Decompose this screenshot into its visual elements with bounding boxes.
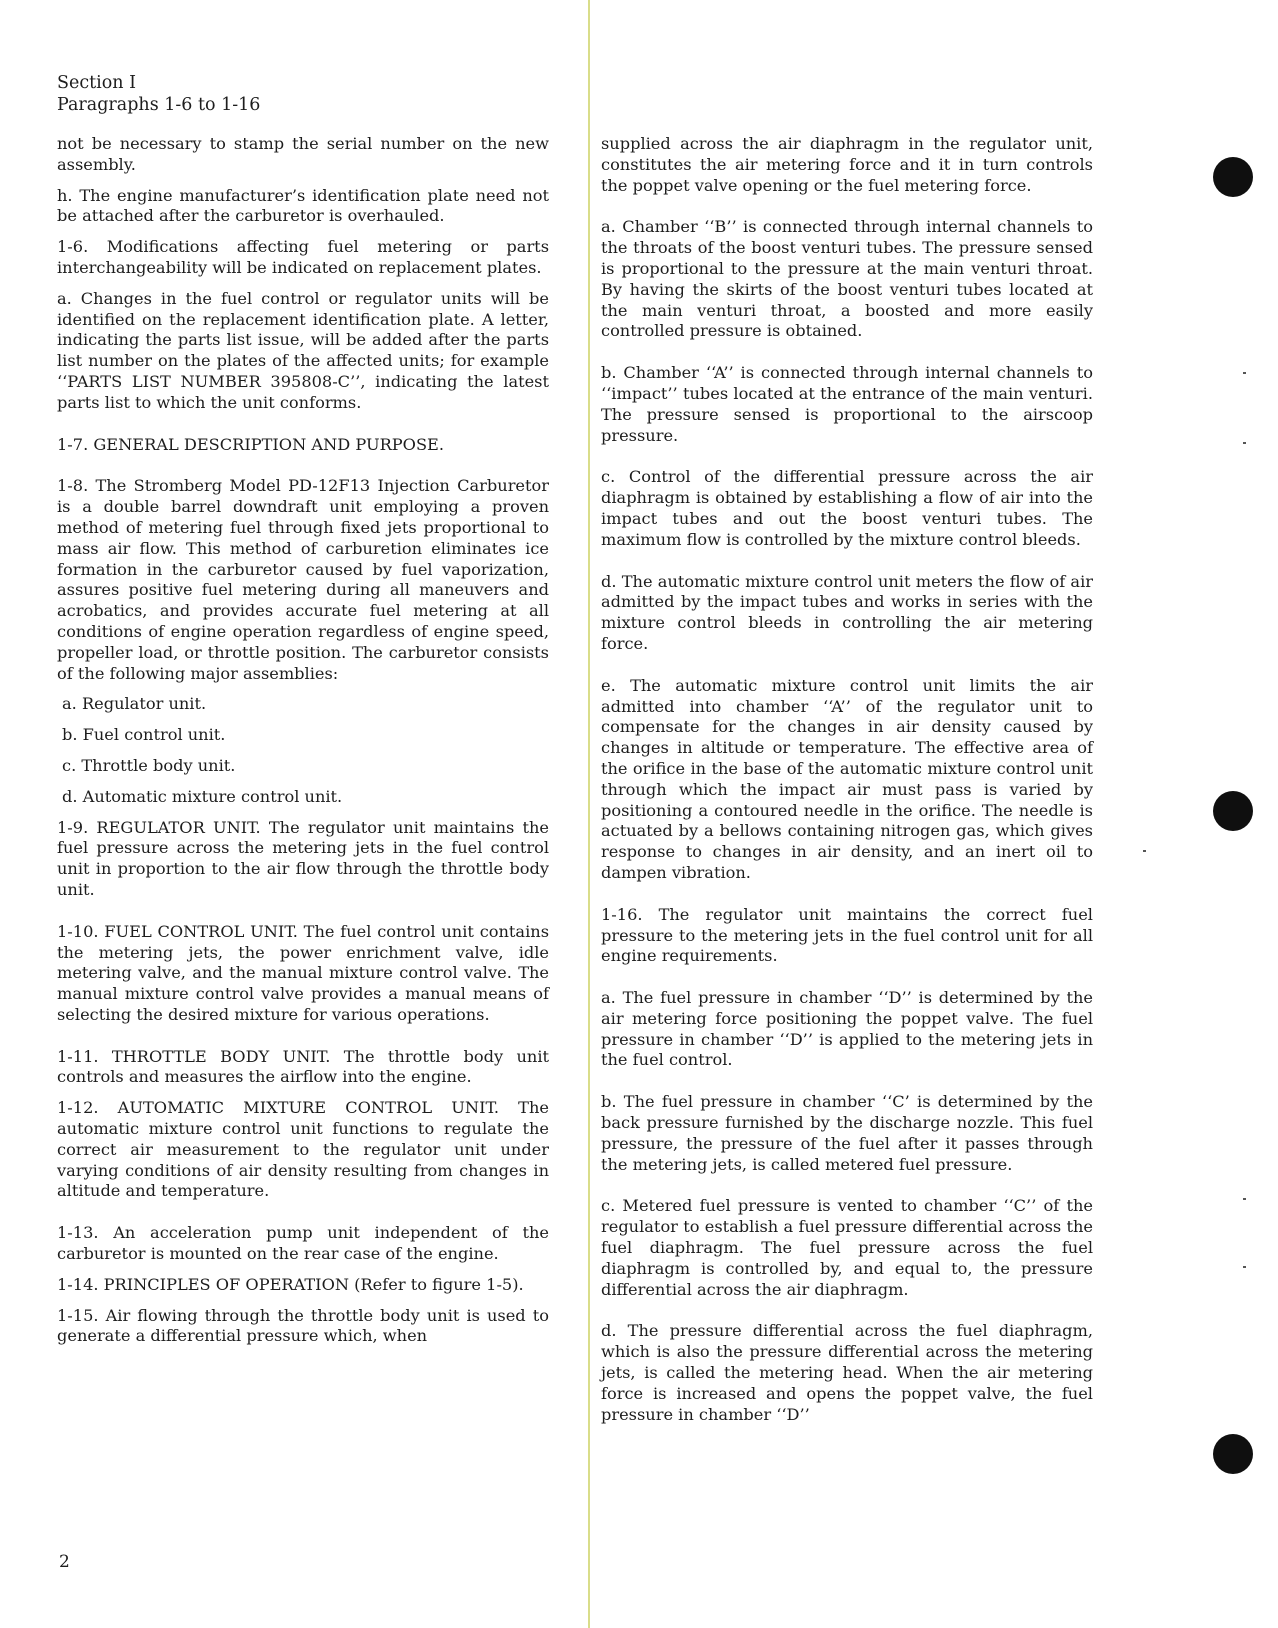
left-column (57, 134, 549, 1357)
binder-hole (1213, 791, 1253, 831)
paragraph: 1-9. REGULATOR UNIT. The regulator unit maintains the fuel pressure across the metering jets in the fuel control unit in proportion to the air flow through the throttle body unit. (57, 817, 549, 899)
paragraph: 1-16. The regulator unit maintains the correct fuel pressure to the metering jets in the fuel control unit for all engine requirements. (601, 904, 1093, 966)
section-heading: 1-7. GENERAL DESCRIPTION AND PURPOSE. (57, 434, 445, 454)
page-fold-line (588, 0, 590, 1628)
paragraph: 1-12. AUTOMATIC MIXTURE CONTROL UNIT. The automatic mixture control unit functions to regulate the correct air measurement to the regulator unit under varying conditions of air density resulting from changes in altitude and temperature. (57, 1098, 549, 1201)
page-number: 2 (59, 1552, 70, 1572)
paragraph: 1-11. THROTTLE BODY UNIT. The throttle body unit controls and measures the airflow into the engine. (57, 1046, 549, 1087)
paragraph: b. Chamber ‘‘A’’ is connected through internal channels to ‘‘impact’’ tubes located at the entrance of the main venturi. The pressure sensed is proportional to the airscoop pressure. (601, 363, 1093, 445)
paragraph: supplied across the air diaphragm in the regulator unit, constitutes the air metering force and it in turn controls the poppet valve opening or the fuel metering force. (601, 134, 1093, 195)
paragraph: e. The automatic mixture control unit limits the air admitted into chamber ‘‘A’’ of the regulator unit to compensate for the changes in air density caused by changes in altitude or temperature. The effective area of the orifice in the base of the automatic mixture control unit through which the impact air must pass is varied by positioning a contoured needle in the orifice. The needle is actuated by a bellows containing nitrogen gas, which gives response to changes in air density, and an inert oil to dampen vibration. (601, 675, 1093, 882)
list-item: a. Regulator unit. (62, 694, 207, 714)
binder-hole (1213, 1434, 1253, 1474)
list-item: d. Automatic mixture control unit. (62, 786, 343, 806)
binder-hole (1213, 157, 1253, 197)
right-column (601, 134, 1093, 1435)
paragraph: a. Changes in the fuel control or regulator units will be identified on the replacement identification plate. A letter, indicating the parts list issue, will be added after the parts list number on the plates of the affected units; for example ‘‘PARTS LIST NUMBER 395808-C’’, indicating the latest parts list to which the unit conforms. (57, 288, 549, 412)
paragraph: 1-8. The Stromberg Model PD-12F13 Injection Carburetor is a double barrel downdraft unit employing a proven method of metering fuel through fixed jets proportional to mass air flow. This method of carburetion eliminates ice formation in the carburetor caused by fuel vaporization, assures positive fuel metering during all maneuvers and acrobatics, and provides accurate fuel metering at all conditions of engine operation regardless of engine speed, propeller load, or throttle position. The carburetor consists of the following major assemblies: (57, 476, 549, 683)
paragraph: a. The fuel pressure in chamber ‘‘D’’ is determined by the air metering force positioning the poppet valve. The fuel pressure in chamber ‘‘D’’ is applied to the metering jets in the fuel control. (601, 988, 1093, 1070)
paragraph: 1-15. Air flowing through the throttle body unit is used to generate a differential pressure which, when (57, 1305, 549, 1346)
paragraph: 1-6. Modifications affecting fuel metering or parts interchangeability will be indicated on replacement plates. (57, 237, 549, 277)
paragraph: d. The automatic mixture control unit meters the flow of air admitted by the impact tubes and works in series with the mixture control bleeds in controlling the air metering force. (601, 571, 1093, 653)
list-item: b. Fuel control unit. (62, 725, 226, 745)
list-item: c. Throttle body unit. (62, 755, 236, 775)
paragraph: 1-14. PRINCIPLES OF OPERATION (Refer to figure 1-5). (57, 1274, 524, 1294)
paragraph: b. The fuel pressure in chamber ‘‘C’ is determined by the back pressure furnished by the discharge nozzle. This fuel pressure, the pressure of the fuel after it passes through the metering jets, is called metered fuel pressure. (601, 1092, 1093, 1174)
section-label: Section I (57, 73, 137, 93)
scan-speck (1243, 1198, 1246, 1200)
scan-speck (1243, 1266, 1246, 1268)
section-header (57, 72, 260, 116)
scan-speck (1143, 850, 1146, 852)
paragraphs-label: Paragraphs 1-6 to 1-16 (57, 95, 261, 115)
scan-speck (1243, 372, 1246, 374)
paragraph: c. Control of the differential pressure across the air diaphragm is obtained by establishing a flow of air into the impact tubes and out the boost venturi tubes. The maximum flow is controlled by the mixture control bleeds. (601, 467, 1093, 549)
scan-speck (1243, 442, 1246, 444)
paragraph: not be necessary to stamp the serial number on the new assembly. (57, 134, 549, 174)
paragraph: 1-13. An acceleration pump unit independent of the carburetor is mounted on the rear case of the engine. (57, 1223, 549, 1264)
paragraph: c. Metered fuel pressure is vented to chamber ‘‘C’’ of the regulator to establish a fuel pressure differential across the fuel diaphragm. The fuel pressure across the fuel diaphragm is controlled by, and equal to, the pressure differential across the air diaphragm. (601, 1196, 1093, 1299)
paragraph: d. The pressure differential across the fuel diaphragm, which is also the pressure differential across the metering jets, is called the metering head. When the air metering force is increased and opens the poppet valve, the fuel pressure in chamber ‘‘D’’ (601, 1321, 1093, 1424)
paragraph: 1-10. FUEL CONTROL UNIT. The fuel control unit contains the metering jets, the power enrichment valve, idle metering valve, and the manual mixture control valve. The manual mixture control valve provides a manual means of selecting the desired mixture for various operations. (57, 921, 549, 1024)
paragraph: a. Chamber ‘‘B’’ is connected through internal channels to the throats of the boost venturi tubes. The pressure sensed is proportional to the pressure at the main venturi throat. By having the skirts of the boost venturi tubes located at the main venturi throat, a boosted and more easily controlled pressure is obtained. (601, 217, 1093, 341)
paragraph: h. The engine manufacturer’s identification plate need not be attached after the carburetor is overhauled. (57, 185, 549, 226)
